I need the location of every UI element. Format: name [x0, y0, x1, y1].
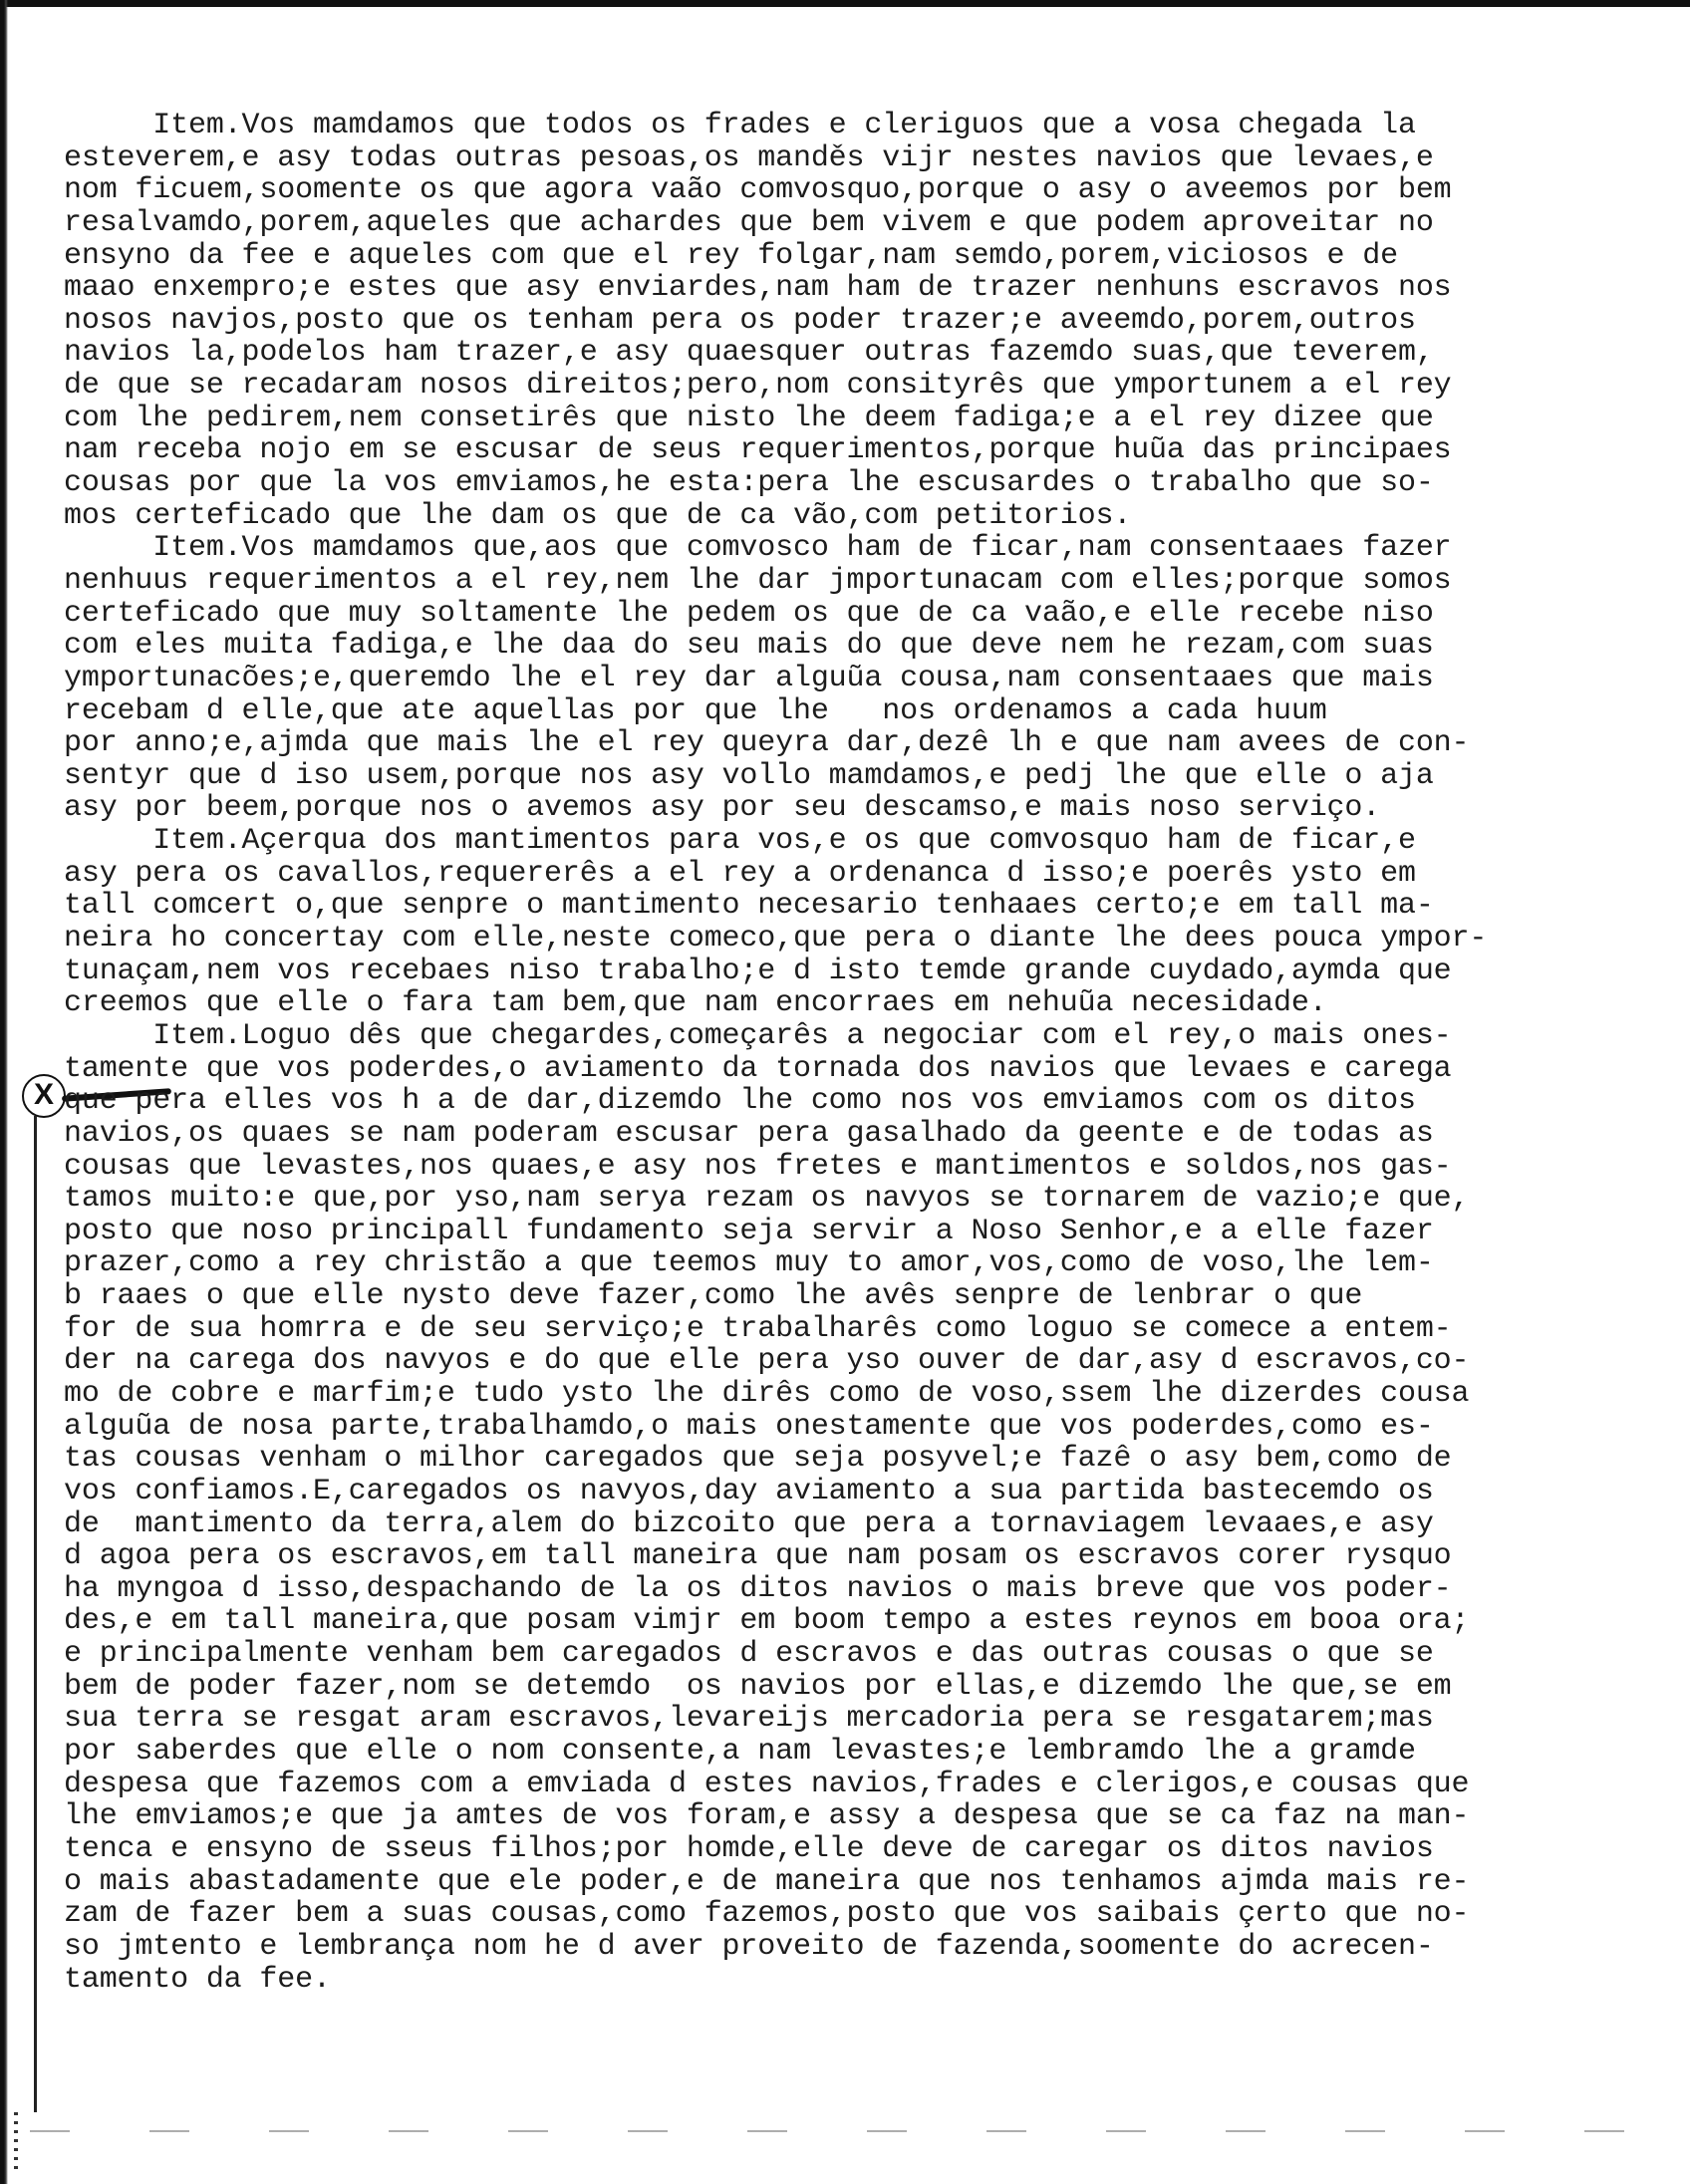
text-line: navios,os quaes se nam poderam escusar pera gasalhado da geente e de todas as: [64, 1116, 1434, 1151]
scan-bottom-specks: [30, 2130, 1670, 2132]
text-line: creemos que elle o fara tam bem,que nam encorraes em nehuũa necesidade.: [64, 986, 1327, 1021]
text-line: asy pera os cavallos,requererês a el rey a ordenanca d isso;e poerês ysto em: [64, 856, 1416, 891]
text-line: por saberdes que elle o nom consente,a nam levastes;e lembramdo lhe a gramde: [64, 1735, 1416, 1770]
text-line: ha myngoa d isso,despachando de la os ditos navios o mais breve que vos poder-: [64, 1571, 1452, 1606]
text-line: d agoa pera os escravos,em tall maneira que nam posam os escravos corer rysquo: [64, 1539, 1452, 1574]
text-line: despesa que fazemos com a emviada d estes navios,frades e clerigos,e cousas que: [64, 1767, 1470, 1801]
text-line: e principalmente venham bem caregados d escravos e das outras cousas o que se: [64, 1637, 1434, 1672]
text-line: b raaes o que elle nysto deve fazer,como lhe avês senpre de lenbrar o que: [64, 1279, 1363, 1314]
text-line: certeficado que muy soltamente lhe pedem os que de ca vaão,e elle recebe niso: [64, 596, 1434, 631]
text-line: nenhuus requerimentos a el rey,nem lhe dar jmportunacam com elles;porque somos: [64, 563, 1452, 598]
text-line: Item.Açerqua dos mantimentos para vos,e os que comvosquo ham de ficar,e: [64, 824, 1416, 859]
text-line: nam receba nojo em se escusar de seus requerimentos,porque huũa das principaes: [64, 433, 1452, 468]
text-line: sentyr que d iso usem,porque nos asy vollo mamdamos,e pedj lhe que elle o aja: [64, 758, 1434, 793]
text-line: Item.Vos mamdamos que todos os frades e cleriguos que a vosa chegada la: [64, 109, 1416, 142]
text-line: por anno;e,ajmda que mais lhe el rey queyra dar,dezê lh e que nam avees de con-: [64, 726, 1470, 761]
text-line: nosos navjos,posto que os tenham pera os poder trazer;e aveemdo,porem,outros: [64, 303, 1416, 338]
text-line: recebam d elle,que ate aquellas por que lhe nos ordenamos a cada huum: [64, 693, 1327, 728]
scan-speck: [14, 2112, 18, 2172]
text-line: que pera elles vos h a de dar,dizemdo lhe como nos vos emviamos com os ditos: [64, 1084, 1416, 1119]
text-line: com eles muita fadiga,e lhe daa do seu mais do que deve nem he rezam,com suas: [64, 629, 1434, 664]
text-line: tenca e ensyno de sseus filhos;por homde,elle deve de caregar os ditos navios: [64, 1831, 1434, 1866]
text-line: tas cousas venham o milhor caregados que seja posyvel;e fazê o asy bem,como de: [64, 1442, 1452, 1477]
text-line: prazer,como a rey christão a que teemos muy to amor,vos,como de voso,lhe lem-: [64, 1246, 1434, 1281]
text-line: resalvamdo,porem,aqueles que achardes que bem vivem e que podem aproveitar no: [64, 205, 1434, 240]
text-line: ensyno da fee e aqueles com que el rey folgar,nam semdo,porem,viciosos e de: [64, 238, 1398, 273]
text-line: des,e em tall maneira,que posam vimjr em boom tempo a estes reynos em booa ora;: [64, 1604, 1470, 1639]
page-scan-left-edge: [0, 0, 8, 2184]
text-line: zam de fazer bem a suas cousas,como fazemos,posto que vos saibais çerto que no-: [64, 1897, 1470, 1932]
text-line: posto que noso principall fundamento seja servir a Noso Senhor,e a elle fazer: [64, 1214, 1434, 1248]
margin-vertical-line: [34, 1116, 37, 2112]
text-line: o mais abastadamente que ele poder,e de maneira que nos tenhamos ajmda mais re-: [64, 1864, 1470, 1899]
margin-circled-x-mark: X: [22, 1074, 66, 1118]
text-line: lhe emviamos;e que ja amtes de vos foram,e assy a despesa que se ca faz na man-: [64, 1799, 1470, 1834]
text-line: ymportunacões;e,queremdo lhe el rey dar alguũa cousa,nam consentaaes que mais: [64, 661, 1434, 695]
text-line: mos certeficado que lhe dam os que de ca vão,com petitorios.: [64, 498, 1132, 533]
typewritten-text-body: [64, 110, 1678, 1996]
text-line: neira ho concertay com elle,neste comeco,que pera o diante lhe dees pouca ympor-: [64, 922, 1488, 956]
text-line: alguũa de nosa parte,trabalhamdo,o mais onestamente que vos poderdes,como es-: [64, 1409, 1434, 1444]
text-line: asy por beem,porque nos o avemos asy por seu descamso,e mais noso serviço.: [64, 791, 1381, 826]
text-line: bem de poder fazer,nom se detemdo os navios por ellas,e dizemdo lhe que,se em: [64, 1669, 1452, 1704]
text-line: cousas por que la vos emviamos,he esta:pera lhe escusardes o trabalho que so-: [64, 466, 1434, 501]
text-line: Item.Loguo dês que chegardes,começarês a negociar com el rey,o mais ones-: [64, 1018, 1452, 1053]
text-line: sua terra se resgat aram escravos,levareijs mercadoria pera se resgatarem;mas: [64, 1702, 1434, 1737]
text-line: de que se recadaram nosos direitos;pero,nom consityrês que ymportunem a el rey: [64, 369, 1452, 404]
text-line: de mantimento da terra,alem do bizcoito que pera a tornaviagem levaaes,e asy: [64, 1506, 1434, 1541]
text-line: tunaçam,nem vos recebaes niso trabalho;e d isto temde grande cuydado,aymda que: [64, 954, 1452, 988]
text-line: so jmtento e lembrança nom he d aver proveito de fazenda,soomente do acrecen-: [64, 1929, 1434, 1964]
text-line: cousas que levastes,nos quaes,e asy nos fretes e mantimentos e soldos,nos gas-: [64, 1149, 1452, 1184]
text-line: der na carega dos navyos e do que elle pera yso ouver de dar,asy d escravos,co-: [64, 1344, 1470, 1379]
text-line: mo de cobre e marfim;e tudo ysto lhe dirês como de voso,ssem lhe dizerdes cousa: [64, 1376, 1470, 1411]
text-line: com lhe pedirem,nem consetirês que nisto lhe deem fadiga;e a el rey dizee que: [64, 401, 1434, 435]
page-scan-top-edge: [0, 0, 1690, 7]
text-line: nom ficuem,soomente os que agora vaão comvosquo,porque o asy o aveemos por bem: [64, 173, 1452, 208]
text-line: tamento da fee.: [64, 1962, 331, 1997]
text-line: tamente que vos poderdes,o aviamento da tornada dos navios que levaes e carega: [64, 1051, 1452, 1086]
text-line: for de sua homrra e de seu serviço;e trabalharês como loguo se comece a entem-: [64, 1311, 1452, 1346]
text-line: maao enxempro;e estes que asy enviardes,nam ham de trazer nenhuns escravos nos: [64, 271, 1452, 306]
text-line: tamos muito:e que,por yso,nam serya rezam os navyos se tornarem de vazio;e que,: [64, 1182, 1470, 1217]
text-line: Item.Vos mamdamos que,aos que comvosco ham de ficar,nam consentaaes fazer: [64, 531, 1452, 566]
text-line: vos confiamos.E,caregados os navyos,day aviamento a sua partida bastecemdo os: [64, 1474, 1434, 1508]
text-line: navios la,podelos ham trazer,e asy quaesquer outras fazemdo suas,que teverem,: [64, 336, 1434, 371]
text-line: esteverem,e asy todas outras pesoas,os manděs vijr nestes navios que levaes,e: [64, 140, 1434, 175]
text-line: tall comcert o,que senpre o mantimento necesario tenhaaes certo;e em tall ma-: [64, 889, 1434, 924]
